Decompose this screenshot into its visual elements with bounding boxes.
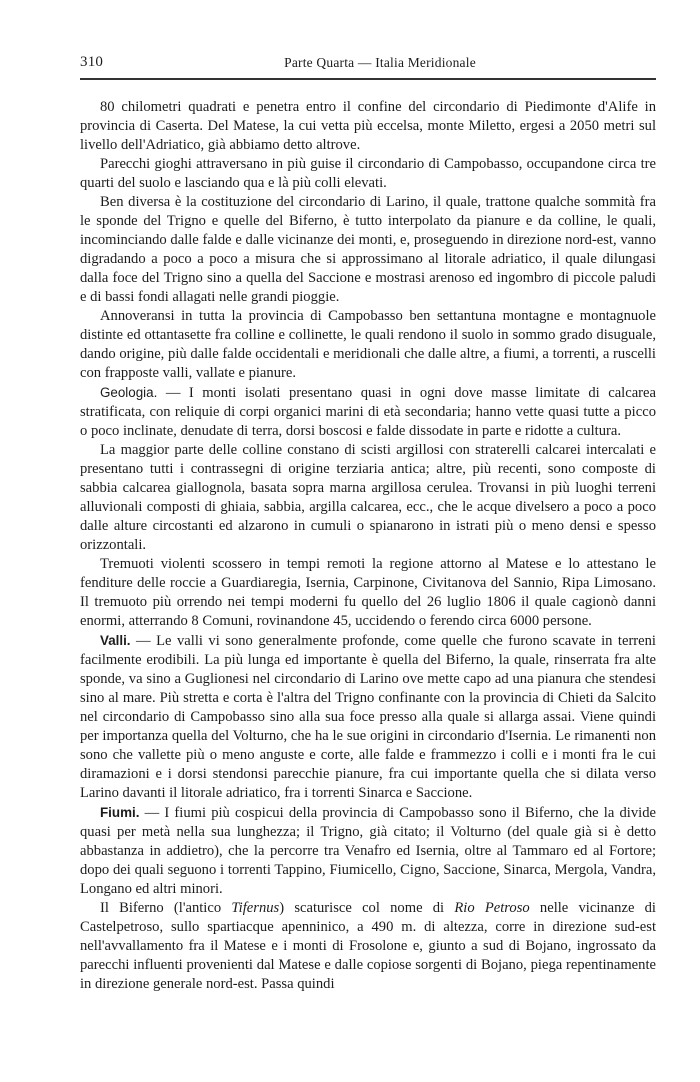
paragraph: Parecchi gioghi attraversano in più guise il circondario di Campobasso, occupandone circa tre quarti del suolo e lasciando qua e là più colli elevati.: [80, 156, 656, 191]
section-heading-valli: Valli.: [100, 633, 131, 648]
italic-term: Tifernus: [231, 900, 280, 916]
page-header: [80, 50, 656, 74]
header-rule: [80, 78, 656, 80]
running-title: Parte Quarta — Italia Meridionale: [284, 55, 476, 70]
paragraph: Tremuoti violenti scossero in tempi remoti la regione attorno al Matese e lo attestano le fenditure delle roccie a Guardiaregia, Isernia, Carpinone, Civitanova del Sannio, Ripa Limosano. Il tremuoto più orrendo nei tempi moderni fu quello del 26 luglio 1806 il quale cagionò danni enormi, atterrando 8 Comuni, rovinandone 45, uccidendo o ferendo circa 6000 persone.: [80, 556, 656, 629]
page-number: 310: [80, 54, 104, 70]
section-heading-geologia: Geologia.: [100, 385, 158, 400]
section-heading-fiumi: Fiumi.: [100, 805, 140, 820]
paragraph: Annoveransi in tutta la provincia di Campobasso ben settantuna montagne e montagnuole distinte ed ottantasette fra colline e collinette, le quali rendono il suolo in sommo grado disuguale, dando origine, più dalle falde occidentali e meridionali che dalle altre, a fiumi, a torrenti, a ruscelli con frapposte valli, vallate e pianure.: [80, 308, 656, 381]
paragraph: Geologia. — I monti isolati presentano quasi in ogni dove masse limitate di calcarea stratificata, con reliquie di corpi organici marini di età secondaria; hanno vette quasi tutte a picco o poco inclinate, denudate di terra, dorsi boscosi e falde dissodate in parte e ridotte a cultura.: [80, 385, 656, 439]
paragraph: Valli. — Le valli vi sono generalmente profonde, come quelle che furono scavate in terreni facilmente erodibili. La più lunga ed importante è quella del Biferno, la quale, rinserrata fra alte sponde, va sino a Guglionesi nel circondario di Larino ove mette capo ad una pianura che stendesi sino al mare. Più stretta e corta è l'altra del Trigno confinante con la provincia di Chieti da Salcito nel circondario di Campobasso sino alla sua foce presso alla quale si allarga assai. Viene quindi per importanza quella del Volturno, che ha le sue origini in circondario d'Isernia. Le rimanenti non sono che vallette più o meno anguste e corte, alle falde e frammezzo i colli e i monti fra le cui diramazioni e i dorsi stendonsi parecchie pianure, fra cui importante quella che si dilata verso Larino davanti il litorale adriatico, fra i torrenti Sinarca e Saccione.: [80, 633, 656, 801]
paragraph: Il Biferno (l'antico Tifernus) scaturisce col nome di Rio Petroso nelle vicinanze di Castelpetroso, sullo spartiacque apenninico, a 490 m. di altezza, corre in direzione sud-est nell'avvallamento fra il Matese e i monti di Frosolone e, giunto a sud di Bojano, ingrossato da parecchi influenti provenienti dal Matese e dalle copiose sorgenti di Bojano, piega repentinamente in direzione generale nord-est. Passa quindi: [80, 900, 656, 992]
paragraph: Fiumi. — I fiumi più cospicui della provincia di Campobasso sono il Biferno, che la divide quasi per metà nella sua lunghezza; il Trigno, già citato; il Volturno (del quale già si è detto abbastanza in addietro), che la percorre tra Venafro ed Isernia, oltre al Tammaro ed al Fortore; dopo dei quali seguono i torrenti Tappino, Fiumicello, Cigno, Saccione, Sinarca, Mergola, Vandra, Longano ed altri minori.: [80, 805, 656, 897]
paragraph: 80 chilometri quadrati e penetra entro il confine del circondario di Piedimonte d'Alife in provincia di Caserta. Del Matese, la cui vetta più eccelsa, monte Miletto, ergesi a 2050 metri sul livello dell'Adriatico, già abbiamo detto altrove.: [80, 99, 656, 153]
paragraph: La maggior parte delle colline constano di scisti argillosi con straterelli calcarei intercalati e presentano tutti i contrassegni di origine terziaria antica; altre, più recenti, sono composte di sabbia calcarea giallognola, basata sopra marna argillosa cerulea. Trovansi in più luoghi terreni alluvionali composti di ghiaia, sabbia, argilla calcarea, ecc., che le acque divelsero a poco a poco dalle alture circostanti ed alzarono in cumuli o spianarono in istrati più o meno densi e spesso orizzontali.: [80, 442, 656, 553]
paragraph: Ben diversa è la costituzione del circondario di Larino, il quale, trattone qualche sommità fra le sponde del Trigno e quelle del Biferno, è tutto interpolato da pianure e da colline, le quali, incominciando dalle falde e dalle vicinanze dei monti, e, proseguendo in direzione nord-est, vanno digradando a poco a poco a misura che si approssimano al litorale adriatico, il quale dilungasi dalla foce del Trigno sino a quella del Saccione e mostrasi arenoso ed ingombro di piccole paludi e di bassi fondi allagati nelle grandi pioggie.: [80, 194, 656, 305]
italic-term: Rio Petroso: [454, 900, 530, 916]
page-body: [80, 98, 656, 994]
